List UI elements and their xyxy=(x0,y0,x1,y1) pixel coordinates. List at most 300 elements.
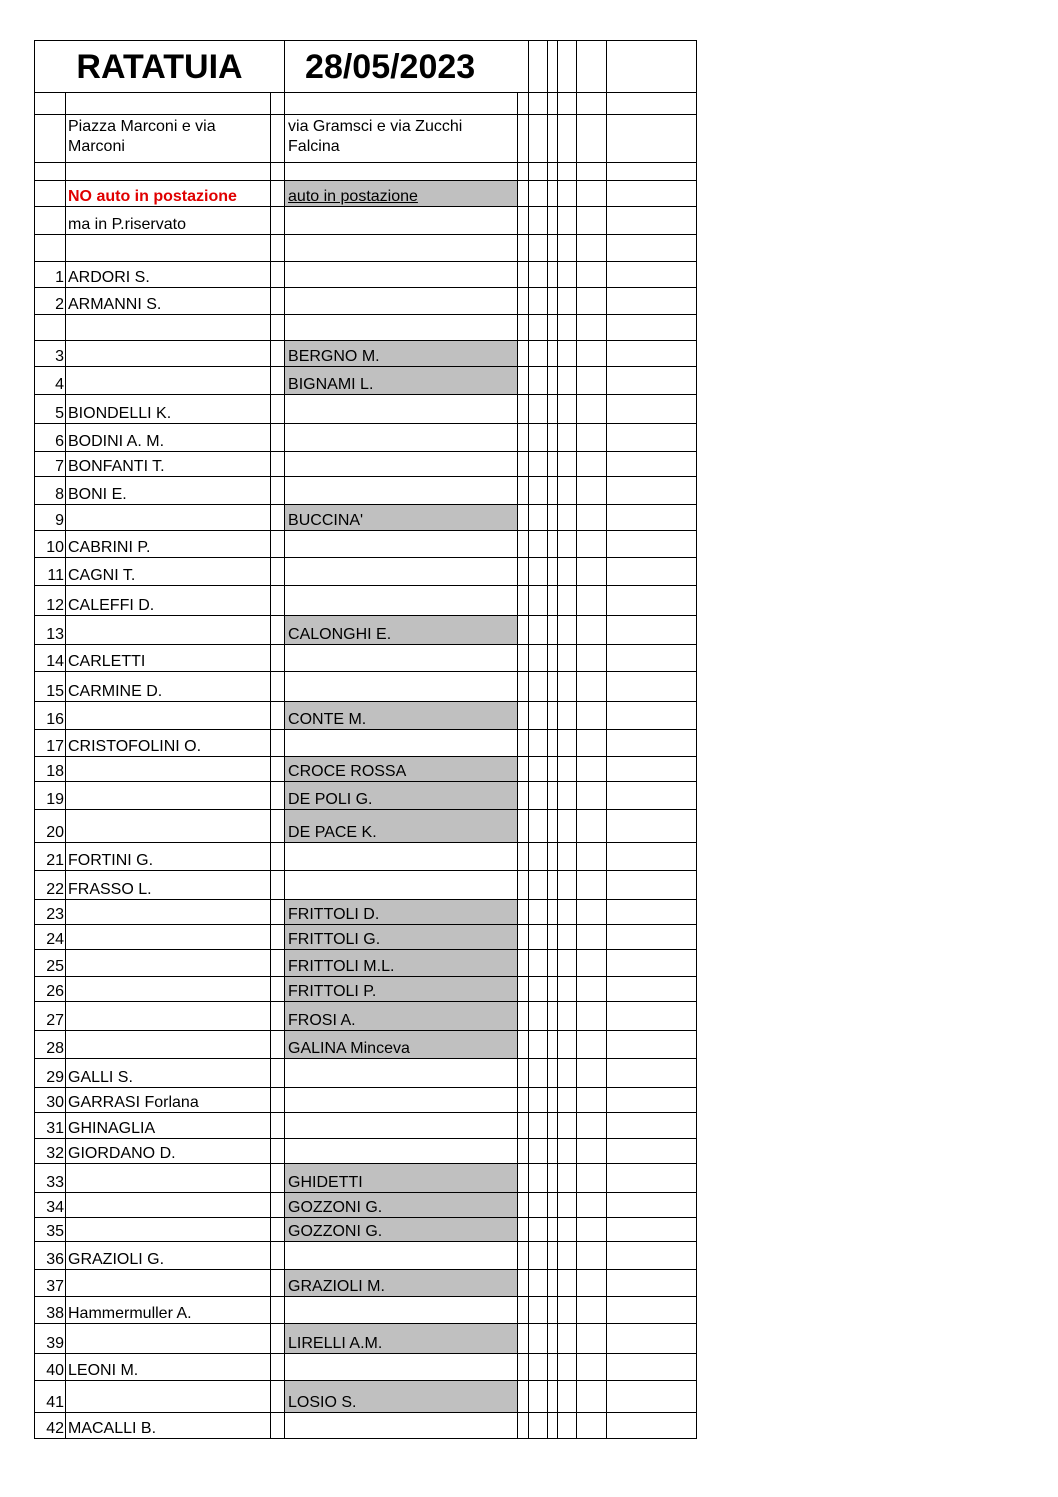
left-name: GIORDANO D. xyxy=(66,1139,271,1164)
spacer-cell xyxy=(271,1059,285,1088)
empty-cell xyxy=(607,452,697,477)
row-number: 21 xyxy=(35,843,66,871)
empty-cell xyxy=(548,586,558,616)
empty-cell xyxy=(558,1381,577,1413)
empty-cell xyxy=(577,1324,607,1354)
row-number: 33 xyxy=(35,1164,66,1193)
right-name: DE PACE K. xyxy=(285,810,518,843)
table-row xyxy=(35,424,697,452)
spacer-cell xyxy=(271,757,285,782)
empty-cell xyxy=(607,1193,697,1218)
row-number: 24 xyxy=(35,925,66,950)
row-number: 6 xyxy=(35,424,66,452)
empty-cell xyxy=(577,1088,607,1113)
right-name: GOZZONI G. xyxy=(285,1193,518,1218)
empty-cell xyxy=(548,367,558,395)
empty-cell xyxy=(607,810,697,843)
row-number: 36 xyxy=(35,1242,66,1270)
left-name: Hammermuller A. xyxy=(66,1297,271,1324)
right-name xyxy=(285,586,518,616)
empty-cell xyxy=(558,477,577,505)
empty-cell xyxy=(548,1113,558,1139)
left-name xyxy=(66,810,271,843)
left-name: ARMANNI S. xyxy=(66,288,271,315)
empty-cell xyxy=(518,1088,529,1113)
empty-cell xyxy=(518,925,529,950)
row-number: 10 xyxy=(35,531,66,558)
left-name xyxy=(66,925,271,950)
row-number: 14 xyxy=(35,645,66,672)
empty-cell xyxy=(558,586,577,616)
empty-cell xyxy=(607,1242,697,1270)
left-name xyxy=(66,315,271,341)
empty-cell xyxy=(558,977,577,1002)
empty-cell xyxy=(558,1088,577,1113)
left-name xyxy=(66,1218,271,1242)
empty-cell xyxy=(577,977,607,1002)
row-number: 32 xyxy=(35,1139,66,1164)
right-name xyxy=(285,871,518,900)
empty-cell xyxy=(607,1324,697,1354)
empty-cell xyxy=(607,424,697,452)
table-row xyxy=(35,1088,697,1113)
empty-cell xyxy=(577,900,607,925)
empty-cell xyxy=(607,1297,697,1324)
empty-cell xyxy=(607,1031,697,1059)
empty-cell xyxy=(518,1164,529,1193)
ratatuia-sheet xyxy=(34,40,696,1439)
empty-cell xyxy=(518,315,529,341)
empty-cell xyxy=(548,288,558,315)
left-name xyxy=(66,1381,271,1413)
empty-cell xyxy=(607,1354,697,1381)
row-number: 22 xyxy=(35,871,66,900)
empty-cell xyxy=(529,925,548,950)
table-row xyxy=(35,586,697,616)
left-name xyxy=(66,757,271,782)
empty-cell xyxy=(529,616,548,645)
empty-cell xyxy=(518,262,529,288)
empty-cell xyxy=(607,1059,697,1088)
empty-cell xyxy=(518,424,529,452)
empty-cell xyxy=(607,900,697,925)
empty-cell xyxy=(548,702,558,730)
spacer-cell xyxy=(271,367,285,395)
empty-cell xyxy=(518,1218,529,1242)
empty-cell xyxy=(518,1324,529,1354)
spacer-cell xyxy=(271,1297,285,1324)
row-number: 13 xyxy=(35,616,66,645)
left-name: GRAZIOLI G. xyxy=(66,1242,271,1270)
empty-cell xyxy=(518,1354,529,1381)
spacer-cell xyxy=(271,925,285,950)
spacer-cell xyxy=(271,288,285,315)
empty-cell xyxy=(529,672,548,702)
empty-cell xyxy=(518,950,529,977)
row-number: 28 xyxy=(35,1031,66,1059)
empty-cell xyxy=(577,782,607,810)
table-row xyxy=(35,702,697,730)
empty-cell xyxy=(518,1002,529,1031)
table-row xyxy=(35,1297,697,1324)
empty-cell xyxy=(558,672,577,702)
table-row xyxy=(35,782,697,810)
empty-cell xyxy=(577,1031,607,1059)
empty-cell xyxy=(529,645,548,672)
empty-cell xyxy=(577,810,607,843)
empty-cell xyxy=(577,531,607,558)
empty-cell xyxy=(548,1059,558,1088)
empty-cell xyxy=(518,645,529,672)
spacer-cell xyxy=(271,452,285,477)
empty-cell xyxy=(558,1218,577,1242)
table-row xyxy=(35,505,697,531)
spacer-cell xyxy=(271,531,285,558)
table-row xyxy=(35,1354,697,1381)
empty-cell xyxy=(577,1113,607,1139)
empty-cell xyxy=(518,505,529,531)
empty-cell xyxy=(607,1164,697,1193)
empty-cell xyxy=(607,1139,697,1164)
empty-cell xyxy=(548,424,558,452)
empty-cell xyxy=(577,1381,607,1413)
empty-cell xyxy=(558,367,577,395)
spacer-cell xyxy=(271,1242,285,1270)
left-name xyxy=(66,505,271,531)
empty-cell xyxy=(558,950,577,977)
empty-cell xyxy=(518,531,529,558)
empty-cell xyxy=(529,1002,548,1031)
table-row xyxy=(35,1413,697,1439)
empty-cell xyxy=(558,1413,577,1439)
empty-cell xyxy=(558,558,577,586)
left-name xyxy=(66,367,271,395)
row-number: 8 xyxy=(35,477,66,505)
empty-cell xyxy=(558,1354,577,1381)
row-number: 15 xyxy=(35,672,66,702)
empty-cell xyxy=(518,341,529,367)
table-row xyxy=(35,730,697,757)
empty-cell xyxy=(607,1413,697,1439)
empty-cell xyxy=(548,558,558,586)
empty-cell xyxy=(577,1413,607,1439)
spacer-cell xyxy=(271,1193,285,1218)
empty-cell xyxy=(518,757,529,782)
right-name: DE POLI G. xyxy=(285,782,518,810)
right-name: BIGNAMI L. xyxy=(285,367,518,395)
empty-cell xyxy=(529,1297,548,1324)
spacer-cell xyxy=(271,262,285,288)
left-name: MACALLI B. xyxy=(66,1413,271,1439)
empty-cell xyxy=(529,900,548,925)
empty-cell xyxy=(518,367,529,395)
table-row xyxy=(35,341,697,367)
empty-cell xyxy=(607,505,697,531)
empty-cell xyxy=(518,702,529,730)
empty-cell xyxy=(607,288,697,315)
table-row xyxy=(35,452,697,477)
left-name: BODINI A. M. xyxy=(66,424,271,452)
row-number: 20 xyxy=(35,810,66,843)
table-row xyxy=(35,871,697,900)
empty-cell xyxy=(607,730,697,757)
empty-cell xyxy=(558,900,577,925)
empty-cell xyxy=(577,558,607,586)
left-name xyxy=(66,1324,271,1354)
empty-cell xyxy=(577,645,607,672)
table-row xyxy=(35,672,697,702)
empty-cell xyxy=(558,757,577,782)
empty-cell xyxy=(577,1354,607,1381)
empty-cell xyxy=(518,977,529,1002)
spacer-cell xyxy=(271,1324,285,1354)
row-number: 30 xyxy=(35,1088,66,1113)
table-row xyxy=(35,843,697,871)
table-row xyxy=(35,645,697,672)
empty-cell xyxy=(577,367,607,395)
right-name xyxy=(285,288,518,315)
empty-cell xyxy=(518,477,529,505)
left-name: CALEFFI D. xyxy=(66,586,271,616)
empty-cell xyxy=(558,925,577,950)
empty-cell xyxy=(518,871,529,900)
empty-cell xyxy=(607,1113,697,1139)
left-name: ARDORI S. xyxy=(66,262,271,288)
empty-cell xyxy=(529,424,548,452)
empty-cell xyxy=(607,950,697,977)
empty-cell xyxy=(548,505,558,531)
empty-cell xyxy=(529,1354,548,1381)
row-number: 4 xyxy=(35,367,66,395)
empty-cell xyxy=(558,531,577,558)
left-name: BIONDELLI K. xyxy=(66,395,271,424)
spacer-cell xyxy=(271,730,285,757)
empty-cell xyxy=(548,531,558,558)
empty-cell xyxy=(548,645,558,672)
left-name xyxy=(66,702,271,730)
left-name xyxy=(66,950,271,977)
right-name: FRITTOLI D. xyxy=(285,900,518,925)
empty-cell xyxy=(529,1413,548,1439)
empty-cell xyxy=(577,288,607,315)
empty-cell xyxy=(518,782,529,810)
row-number: 35 xyxy=(35,1218,66,1242)
right-name xyxy=(285,424,518,452)
left-name xyxy=(66,900,271,925)
empty-cell xyxy=(518,1413,529,1439)
spacer-cell xyxy=(271,645,285,672)
left-name: CAGNI T. xyxy=(66,558,271,586)
spacer-cell xyxy=(271,1164,285,1193)
empty-cell xyxy=(577,424,607,452)
empty-cell xyxy=(577,1164,607,1193)
spacer-cell xyxy=(271,395,285,424)
empty-cell xyxy=(577,1193,607,1218)
right-name xyxy=(285,1354,518,1381)
spacer-cell xyxy=(271,558,285,586)
table-row xyxy=(35,900,697,925)
right-name xyxy=(285,262,518,288)
right-name: FRITTOLI G. xyxy=(285,925,518,950)
table-row xyxy=(35,1270,697,1297)
table-row xyxy=(35,531,697,558)
spacer-cell xyxy=(271,315,285,341)
row-number: 39 xyxy=(35,1324,66,1354)
right-name xyxy=(285,1139,518,1164)
spacer-cell xyxy=(271,424,285,452)
right-name: BUCCINA' xyxy=(285,505,518,531)
empty-cell xyxy=(548,1354,558,1381)
empty-cell xyxy=(518,1193,529,1218)
left-name xyxy=(66,782,271,810)
row-number: 38 xyxy=(35,1297,66,1324)
left-name xyxy=(66,616,271,645)
right-name xyxy=(285,1297,518,1324)
empty-cell xyxy=(529,262,548,288)
spacer-cell xyxy=(271,1002,285,1031)
spacer-cell xyxy=(271,1270,285,1297)
empty-cell xyxy=(558,1242,577,1270)
empty-cell xyxy=(607,672,697,702)
right-name: LIRELLI A.M. xyxy=(285,1324,518,1354)
table-row xyxy=(35,1164,697,1193)
empty-cell xyxy=(529,1088,548,1113)
right-name xyxy=(285,645,518,672)
row-number: 29 xyxy=(35,1059,66,1088)
empty-cell xyxy=(558,395,577,424)
table-row xyxy=(35,810,697,843)
empty-cell xyxy=(558,1270,577,1297)
empty-cell xyxy=(577,262,607,288)
spacer-cell xyxy=(271,1218,285,1242)
row-number: 18 xyxy=(35,757,66,782)
assignment-table xyxy=(34,40,697,1439)
empty-cell xyxy=(558,702,577,730)
row-number: 11 xyxy=(35,558,66,586)
empty-cell xyxy=(577,757,607,782)
right-name: FRITTOLI M.L. xyxy=(285,950,518,977)
spacer-cell xyxy=(271,1413,285,1439)
empty-cell xyxy=(607,531,697,558)
empty-cell xyxy=(529,586,548,616)
empty-cell xyxy=(548,900,558,925)
empty-cell xyxy=(548,1242,558,1270)
empty-cell xyxy=(529,730,548,757)
empty-cell xyxy=(529,315,548,341)
empty-cell xyxy=(548,977,558,1002)
right-name xyxy=(285,730,518,757)
row-number: 3 xyxy=(35,341,66,367)
table-row xyxy=(35,1031,697,1059)
empty-cell xyxy=(607,616,697,645)
empty-cell xyxy=(529,395,548,424)
empty-cell xyxy=(518,1113,529,1139)
empty-cell xyxy=(518,730,529,757)
empty-cell xyxy=(607,871,697,900)
empty-cell xyxy=(548,950,558,977)
spacer-cell xyxy=(271,1381,285,1413)
right-name xyxy=(285,1059,518,1088)
left-name: GARRASI Forlana xyxy=(66,1088,271,1113)
empty-cell xyxy=(607,1088,697,1113)
empty-cell xyxy=(577,315,607,341)
empty-cell xyxy=(577,871,607,900)
empty-cell xyxy=(518,1139,529,1164)
right-name xyxy=(285,843,518,871)
empty-cell xyxy=(529,367,548,395)
empty-cell xyxy=(518,1381,529,1413)
empty-cell xyxy=(529,341,548,367)
left-name: FRASSO L. xyxy=(66,871,271,900)
empty-cell xyxy=(529,452,548,477)
row-number: 26 xyxy=(35,977,66,1002)
row-number: 40 xyxy=(35,1354,66,1381)
empty-cell xyxy=(529,871,548,900)
empty-cell xyxy=(548,1002,558,1031)
empty-cell xyxy=(577,477,607,505)
table-row xyxy=(35,925,697,950)
empty-cell xyxy=(607,757,697,782)
empty-cell xyxy=(529,782,548,810)
right-name xyxy=(285,1113,518,1139)
spacer-cell xyxy=(271,672,285,702)
row-number xyxy=(35,315,66,341)
left-name: BONFANTI T. xyxy=(66,452,271,477)
table-row xyxy=(35,262,697,288)
right-name: GHIDETTI xyxy=(285,1164,518,1193)
table-row xyxy=(35,367,697,395)
spacer-cell xyxy=(271,1031,285,1059)
left-name: LEONI M. xyxy=(66,1354,271,1381)
table-row xyxy=(35,1139,697,1164)
empty-cell xyxy=(518,1297,529,1324)
empty-cell xyxy=(607,1002,697,1031)
empty-cell xyxy=(607,315,697,341)
table-row xyxy=(35,558,697,586)
empty-cell xyxy=(548,1297,558,1324)
row-number: 5 xyxy=(35,395,66,424)
empty-cell xyxy=(529,702,548,730)
spacer-cell xyxy=(271,702,285,730)
empty-cell xyxy=(529,1324,548,1354)
empty-cell xyxy=(607,367,697,395)
right-name: LOSIO S. xyxy=(285,1381,518,1413)
right-name xyxy=(285,672,518,702)
empty-cell xyxy=(518,586,529,616)
spacer-cell xyxy=(271,505,285,531)
table-row xyxy=(35,1002,697,1031)
sheet-title: RATATUIA xyxy=(35,41,285,93)
table-row xyxy=(35,1059,697,1088)
row-number: 1 xyxy=(35,262,66,288)
empty-cell xyxy=(558,730,577,757)
empty-cell xyxy=(577,616,607,645)
left-name: GHINAGLIA xyxy=(66,1113,271,1139)
table-row xyxy=(35,1324,697,1354)
row-number: 27 xyxy=(35,1002,66,1031)
empty-cell xyxy=(607,645,697,672)
spacer-cell xyxy=(271,900,285,925)
empty-cell xyxy=(558,1002,577,1031)
empty-cell xyxy=(558,616,577,645)
empty-cell xyxy=(558,1059,577,1088)
empty-cell xyxy=(518,288,529,315)
empty-cell xyxy=(558,341,577,367)
empty-cell xyxy=(558,1297,577,1324)
empty-cell xyxy=(518,1059,529,1088)
spacer-cell xyxy=(271,950,285,977)
empty-cell xyxy=(607,477,697,505)
